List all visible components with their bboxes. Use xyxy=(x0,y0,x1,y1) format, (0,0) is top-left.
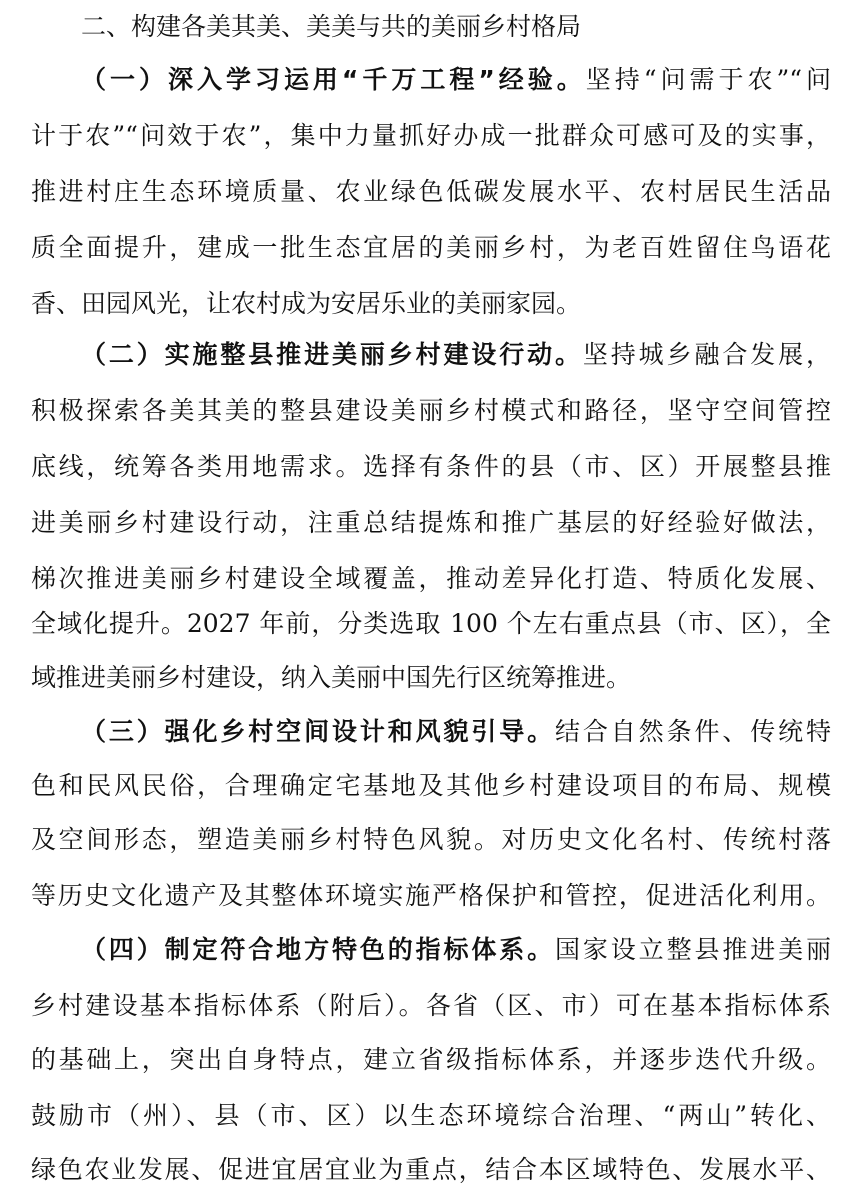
paragraph-text: 国家设立整县推进美丽 xyxy=(555,935,831,964)
paragraph-line: 鼓励市（州）、县（市、区）以生态环境综合治理、“两山”转化、 xyxy=(31,1101,831,1130)
paragraph-line: 计于农”“问效于农”，集中力量抓好办成一批群众可感可及的实事， xyxy=(31,121,831,150)
paragraph-line: 色和民风民俗，合理确定宅基地及其他乡村建设项目的布局、规模 xyxy=(31,771,831,800)
paragraph-line xyxy=(81,704,831,760)
paragraph-text: 坚持城乡融合发展， xyxy=(582,340,831,369)
paragraph-text: 坚持“问需于农”“问 xyxy=(585,65,831,94)
paragraph-line xyxy=(81,52,831,108)
paragraph-title: （三）强化乡村空间设计和风貌引导。 xyxy=(81,717,556,746)
paragraph-line xyxy=(81,922,831,978)
paragraph-title: （一）深入学习运用“千万工程”经验。 xyxy=(81,65,586,94)
paragraph-line: 积极探索各美其美的整县建设美丽乡村模式和路径，坚守空间管控 xyxy=(31,396,831,425)
paragraph-line: 域推进美丽乡村建设，纳入美丽中国先行区统筹推进。 xyxy=(31,663,632,692)
paragraph-line: 乡村建设基本指标体系（附后）。各省（区、市）可在基本指标体系 xyxy=(31,991,831,1020)
paragraph-text: 结合自然条件、传统特 xyxy=(555,717,831,746)
paragraph-title: （二）实施整县推进美丽乡村建设行动。 xyxy=(81,340,583,369)
paragraph-line: 推进村庄生态环境质量、农业绿色低碳发展水平、农村居民生活品 xyxy=(31,177,831,206)
section-heading: 二、构建各美其美、美美与共的美丽乡村格局 xyxy=(81,12,582,41)
paragraph-line: 等历史文化遗产及其整体环境实施严格保护和管控，促进活化利用。 xyxy=(31,881,831,910)
paragraph-line: 进美丽乡村建设行动，注重总结提炼和推广基层的好经验好做法， xyxy=(31,508,831,537)
paragraph-title: （四）制定符合地方特色的指标体系。 xyxy=(81,935,556,964)
paragraph-line: 全域化提升。2027 年前，分类选取 100 个左右重点县（市、区），全 xyxy=(31,609,831,638)
paragraph-line: 绿色农业发展、促进宜居宜业为重点，结合本区域特色、发展水平、 xyxy=(31,1155,831,1184)
paragraph-line: 的基础上，突出自身特点，建立省级指标体系，并逐步迭代升级。 xyxy=(31,1045,831,1074)
paragraph-line xyxy=(81,327,831,383)
paragraph-line: 梯次推进美丽乡村建设全域覆盖，推动差异化打造、特质化发展、 xyxy=(31,564,831,593)
paragraph-line: 香、田园风光，让农村成为安居乐业的美丽家园。 xyxy=(31,289,582,318)
paragraph-line: 质全面提升，建成一批生态宜居的美丽乡村，为老百姓留住鸟语花 xyxy=(31,233,831,262)
paragraph-line: 及空间形态，塑造美丽乡村特色风貌。对历史文化名村、传统村落 xyxy=(31,825,831,854)
paragraph-line: 底线，统筹各类用地需求。选择有条件的县（市、区）开展整县推 xyxy=(31,452,831,481)
